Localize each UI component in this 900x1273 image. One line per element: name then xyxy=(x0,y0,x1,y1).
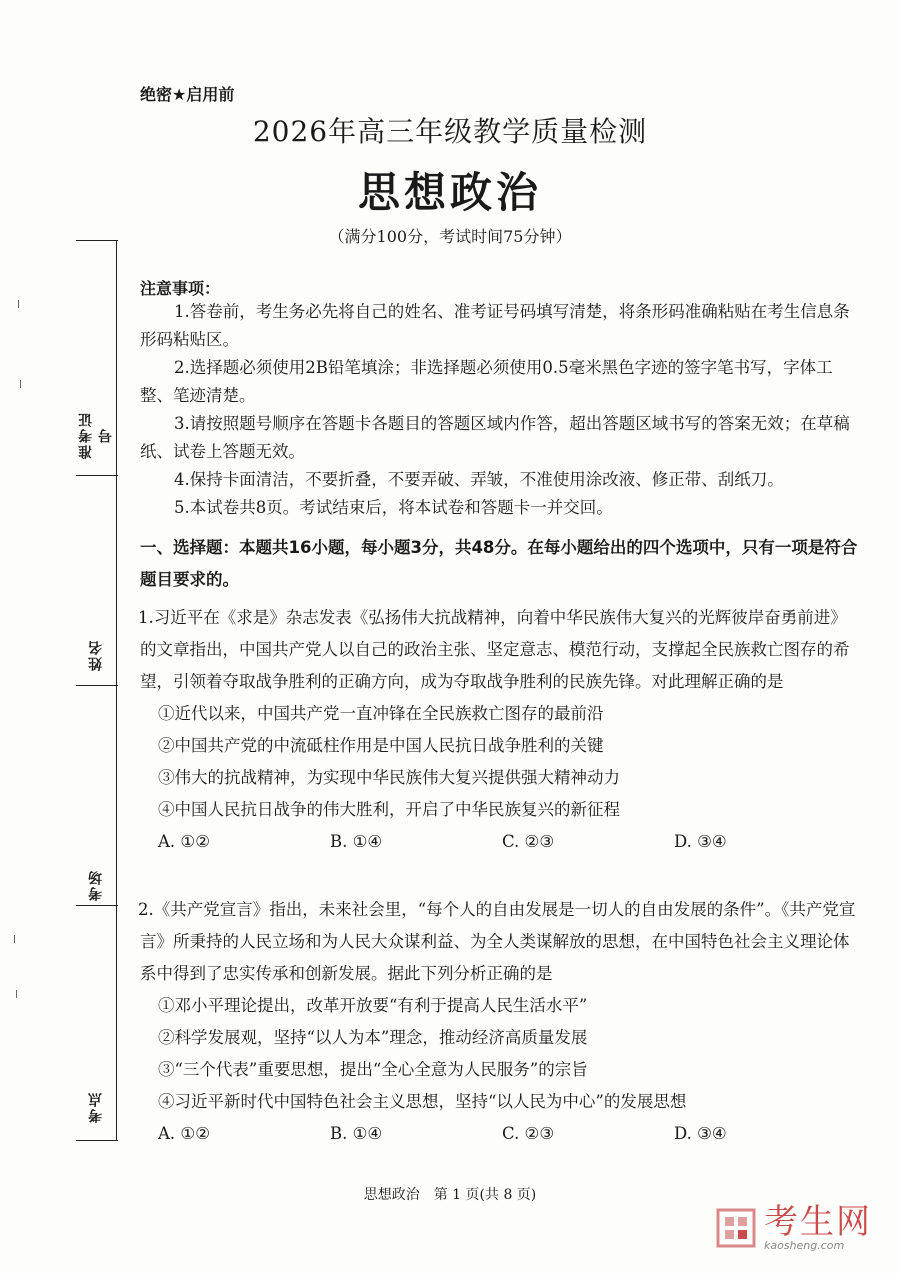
statement-item: ①邓小平理论提出，改革开放要“有利于提高人民生活水平” xyxy=(158,996,588,1015)
option-b: B. ①④ xyxy=(330,1124,383,1143)
side-label-exam-number: 准考证号 xyxy=(78,411,114,459)
brand-url: kaosheng.com xyxy=(764,1239,845,1252)
section-heading: 一、选择题：本题共16小题，每小题3分，共48分。在每小题给出的四个选项中，只有一项是符合题目要求的。 xyxy=(140,538,858,589)
question-1 xyxy=(140,602,860,858)
statement-item: ③伟大的抗战精神，为实现中华民族伟大复兴提供强大精神动力 xyxy=(158,768,620,787)
exam-title: 2026年高三年级教学质量检测 xyxy=(252,115,648,148)
page-footer: 思想政治 第 1 页(共 8 页) xyxy=(363,1187,537,1203)
binding-strip xyxy=(76,240,118,1140)
note-item: 3.请按照题号顺序在答题卡各题目的答题区域内作答，超出答题区域书写的答案无效；在草稿纸、试卷上答题无效。 xyxy=(140,414,850,461)
statement-item: ②中国共产党的中流砥柱作用是中国人民抗日战争胜利的关键 xyxy=(158,736,604,755)
question-stem: 1.习近平在《求是》杂志发表《弘扬伟大抗战精神，向着中华民族伟大复兴的光辉彼岸奋勇前进》的文章指出，中国共产党人以自己的政治主张、坚定意志、模范行动，支撑起全民族救亡图存的希望，引领着夺取战争胜利的正确方向，成为夺取战争胜利的民族先锋。对此理解正确的是 xyxy=(138,608,850,691)
statement-item: ④中国人民抗日战争的伟大胜利，开启了中华民族复兴的新征程 xyxy=(158,800,620,819)
watermark xyxy=(716,1204,872,1252)
option-c: C. ②③ xyxy=(502,832,555,851)
answer-options xyxy=(140,826,860,858)
option-a: A. ①② xyxy=(158,832,210,851)
option-d: D. ③④ xyxy=(674,832,727,851)
statement-item: ③“三个代表”重要思想，提出“全心全意为人民服务”的宗旨 xyxy=(158,1060,588,1079)
brand-name: 考生网 xyxy=(764,1202,872,1242)
answer-options xyxy=(140,1118,860,1150)
statement-item: ①近代以来，中国共产党一直冲锋在全民族救亡图存的最前沿 xyxy=(158,704,604,723)
notes-heading: 注意事项： xyxy=(140,279,221,298)
kaosheng-logo-icon xyxy=(716,1208,756,1248)
confidential-label: 绝密★启用前 xyxy=(140,85,235,104)
question-stem: 2.《共产党宣言》指出，未来社会里，“每个人的自由发展是一切人的自由发展的条件”。《共产党宣言》所秉持的人民立场和为人民大众谋利益、为全人类谋解放的思想，在中国特色社会主义理论体系中得到了忠实传承和创新发展。据此下列分析正确的是 xyxy=(138,900,856,983)
option-c: C. ②③ xyxy=(502,1124,555,1143)
score-info: （满分100分，考试时间75分钟） xyxy=(328,227,572,246)
note-item: 5.本试卷共8页。考试结束后，将本试卷和答题卡一并交回。 xyxy=(174,498,613,517)
option-d: D. ③④ xyxy=(674,1124,727,1143)
option-a: A. ①② xyxy=(158,1124,210,1143)
side-label-name: 姓名 xyxy=(88,639,104,671)
side-label-exam-site: 考点 xyxy=(88,1091,104,1123)
note-item: 2.选择题必须使用2B铅笔填涂；非选择题必须使用0.5毫米黑色字迹的签字笔书写，字体工整、笔迹清楚。 xyxy=(140,358,833,405)
side-label-exam-room: 考场 xyxy=(88,869,104,901)
note-item: 4.保持卡面清洁，不要折叠，不要弄破、弄皱，不准使用涂改液、修正带、刮纸刀。 xyxy=(174,470,784,489)
note-item: 1.答卷前，考生务必先将自己的姓名、准考证号码填写清楚，将条形码准确粘贴在考生信息条形码粘贴区。 xyxy=(140,302,850,349)
question-2 xyxy=(140,894,860,1150)
subject-title: 思想政治 xyxy=(357,168,542,217)
statement-item: ④习近平新时代中国特色社会主义思想，坚持“以人民为中心”的发展思想 xyxy=(158,1092,687,1111)
notes-list xyxy=(140,298,858,522)
statement-item: ②科学发展观，坚持“以人为本”理念，推动经济高质量发展 xyxy=(158,1028,588,1047)
option-b: B. ①④ xyxy=(330,832,383,851)
